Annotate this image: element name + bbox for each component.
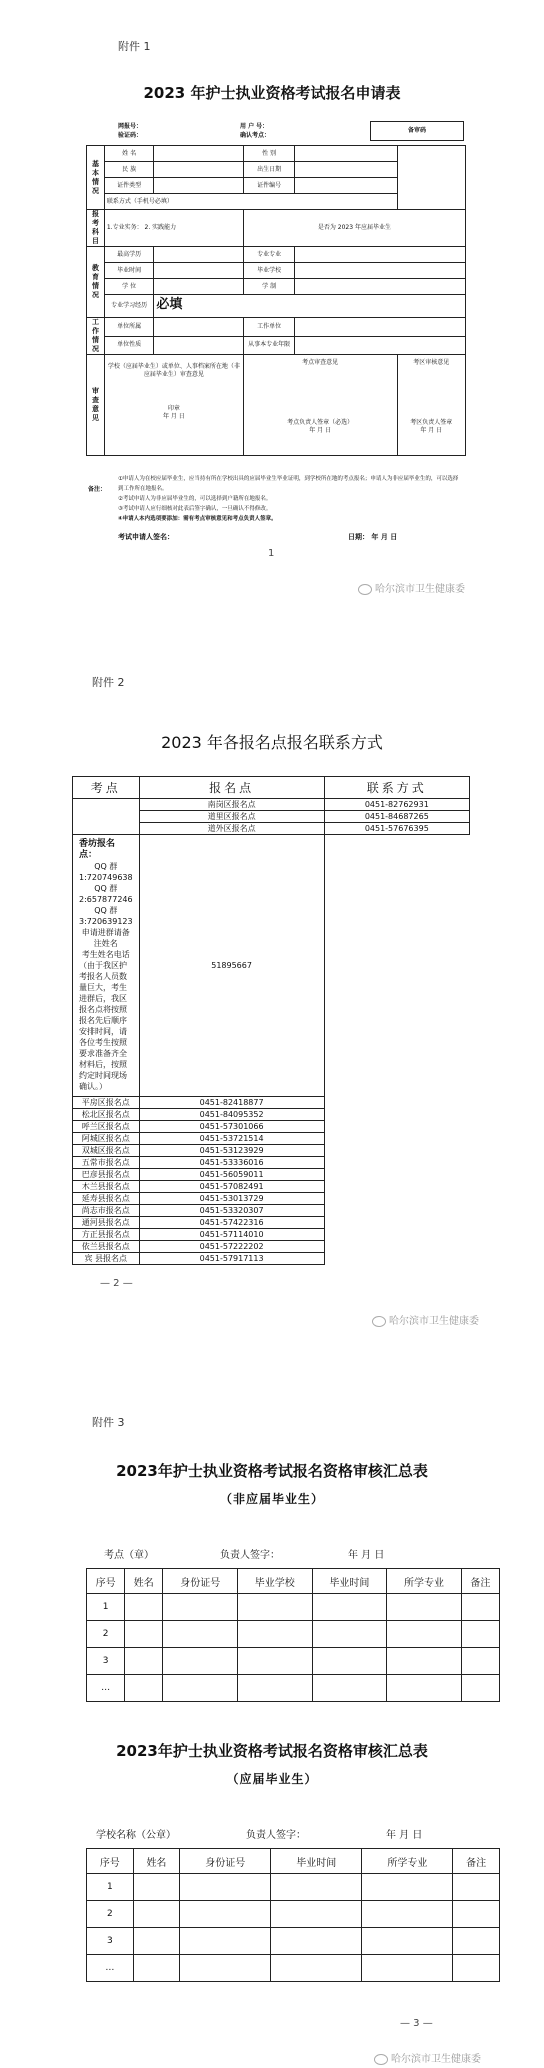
wechat-icon [358,584,372,595]
summary-col-header: 备注 [453,1849,500,1874]
row-number: … [87,1955,134,1982]
table-cell[interactable] [312,1621,387,1648]
signup-point-phone: 0451-57422316 [139,1217,324,1229]
note-2: ②考试申请人为非应届毕业生的，可以选择到户籍所在地报名。 [118,496,272,502]
table-cell[interactable] [125,1648,163,1675]
summary-col-header: 毕业时间 [271,1849,362,1874]
qq-group-2: QQ 群 2:657877246 [79,884,133,904]
review-point-sign: 考点负责人签章（必选） [287,419,354,426]
col-exam-point: 考点 [73,777,140,799]
attachment-label-3: 附件 3 [92,1416,125,1429]
contact-row [73,1109,470,1121]
name-phone-note: 考生姓名电话 [81,950,130,959]
signup-point-name: 方正县报名点 [73,1229,140,1241]
col-signup-point: 报名点 [139,777,324,799]
table-cell[interactable] [125,1621,163,1648]
work-unit-label: 工作单位 [243,318,295,337]
summary-col-header: 身份证号 [180,1849,271,1874]
table-cell[interactable] [163,1621,238,1648]
xiangfang-title: 香坊报名点： [79,839,116,860]
must-fill-text: 必填 [156,297,183,312]
xiangfang-phone: 51895667 [139,835,324,1097]
review-point-title: 考点审查意见 [302,359,339,366]
org-label-1: 考点（章） [104,1550,154,1561]
qq-group-1: QQ 群 1:720749638 [79,862,133,882]
table-cell[interactable] [180,1955,271,1982]
notes-block [118,474,463,524]
table-cell[interactable] [453,1901,500,1928]
user-no-label: 用 户 号： [240,123,269,130]
birth-label: 出生日期 [243,162,295,178]
table-row [87,1594,500,1621]
table-cell[interactable] [312,1675,387,1702]
table-cell[interactable] [387,1594,462,1621]
table-cell[interactable] [362,1874,453,1901]
summary-col-header: 姓名 [133,1849,180,1874]
table-cell[interactable] [461,1648,499,1675]
signup-point-phone: 0451-53721514 [139,1133,324,1145]
signup-point-name: 通河县报名点 [73,1217,140,1229]
edu-section-label: 教育情况 [87,247,105,318]
row-number: 3 [87,1648,125,1675]
unit-type-label: 单位性质 [104,336,153,355]
table-cell[interactable] [453,1874,500,1901]
signup-point-phone: 0451-57114010 [139,1229,324,1241]
id-no-value[interactable] [295,178,397,194]
name-label: 姓 名 [104,146,153,162]
table-cell[interactable] [163,1648,238,1675]
table-row [87,1648,500,1675]
signup-point-phone: 0451-53123929 [139,1145,324,1157]
table-row [87,1621,500,1648]
table-cell[interactable] [312,1648,387,1675]
contact-table [72,776,470,1265]
subject-section-label: 报考科目 [87,210,105,247]
summary-col-header: 毕业时间 [312,1569,387,1594]
photo-box [397,146,465,210]
gender-label: 性 别 [243,146,295,162]
review-district-sign: 考区负责人签章 [410,419,453,426]
sign-label-2: 负责人签字： [246,1830,306,1841]
table-cell[interactable] [238,1648,313,1675]
contact-row [73,1181,470,1193]
review-point-cell [243,355,397,456]
table-row [87,1955,500,1982]
signup-point-name: 木兰县报名点 [73,1181,140,1193]
page-title: 2023 年护士执业资格考试报名申请表 [143,84,401,102]
signup-point-name: 阿城区报名点 [73,1133,140,1145]
review-section-label: 审查意见 [87,355,105,456]
signup-point-name: 双城区报名点 [73,1145,140,1157]
watermark-text: 哈尔滨市卫生健康委 [391,2054,481,2065]
applicant-date-label: 日期： 年 月 日 [348,533,398,541]
signup-point-name: 宾 县报名点 [73,1253,140,1265]
table-cell[interactable] [180,1901,271,1928]
table-cell[interactable] [238,1675,313,1702]
table-cell[interactable] [163,1594,238,1621]
gender-value[interactable] [295,146,397,162]
row-number: 2 [87,1901,134,1928]
table-cell[interactable] [271,1955,362,1982]
note-3: ③考试申请人应行细核对此表后签字确认，一旦确认不得修改。 [118,506,272,512]
exam-point-cell [73,799,140,835]
signup-point-phone: 0451-53336016 [139,1157,324,1169]
review-seal: 印章 [167,405,180,412]
exam-no-label: 网报号： [118,123,143,130]
contact-row [73,1217,470,1229]
row-number: … [87,1675,125,1702]
table-cell[interactable] [271,1901,362,1928]
notes-label: 备注： [88,486,107,493]
signup-point-phone: 0451-57676395 [324,823,469,835]
review-school-date: 年 月 日 [162,413,185,420]
ethnic-value[interactable] [154,162,243,178]
table-cell[interactable] [362,1955,453,1982]
major-label: 专业专业 [243,247,295,263]
summary-col-header: 所学专业 [387,1569,462,1594]
summary-col-header: 毕业学校 [238,1569,313,1594]
summary-header-1 [0,1546,544,1560]
contact-row [73,1145,470,1157]
degree-label: 学 位 [104,279,153,295]
table-cell[interactable] [453,1928,500,1955]
table-cell[interactable] [238,1621,313,1648]
signup-point-name: 呼兰区报名点 [73,1121,140,1133]
table-cell[interactable] [133,1955,180,1982]
table-cell[interactable] [271,1928,362,1955]
summary-col-header: 所学专业 [362,1849,453,1874]
summary-col-header: 序号 [87,1849,134,1874]
row-number: 1 [87,1594,125,1621]
ethnic-label: 民 族 [104,162,153,178]
id-type-value[interactable] [154,178,243,194]
table-cell[interactable] [387,1675,462,1702]
edu-level-label: 最高学历 [104,247,153,263]
table-cell[interactable] [180,1928,271,1955]
table-cell[interactable] [133,1901,180,1928]
review-district-cell [397,355,465,456]
table-cell[interactable] [133,1928,180,1955]
summary-col-header: 序号 [87,1569,125,1594]
id-no-label: 证件编号 [243,178,295,194]
table-row [87,1675,500,1702]
application-form-table [86,145,466,456]
table-cell[interactable] [362,1901,453,1928]
org-label-2: 学校名称（公章） [96,1830,176,1841]
table-cell[interactable] [387,1621,462,1648]
signup-point-phone: 0451-84687265 [324,811,469,823]
signup-point-phone: 0451-82762931 [324,799,469,811]
signup-point-name: 延寿县报名点 [73,1193,140,1205]
watermark [358,580,465,595]
fresh-grad-text: 是否为 2023 年应届毕业生 [243,210,465,247]
signup-point-name: 道里区报名点 [139,811,324,823]
duration-label: 学 制 [243,279,295,295]
table-cell[interactable] [163,1675,238,1702]
review-school-text: 学校（应届毕业生）或单位、人事档案所在地（非应届毕业生）审查意见 [107,363,240,378]
date-label-1: 年 月 日 [348,1550,385,1561]
watermark-2 [372,1312,479,1327]
signup-point-phone: 0451-53320307 [139,1205,324,1217]
table-cell[interactable] [362,1928,453,1955]
table-cell[interactable] [461,1594,499,1621]
unit-belong-label: 单位所属 [104,318,153,337]
summary-table-2 [86,1848,500,1982]
watermark-3 [374,2050,481,2065]
note-4: ④申请人本内选项要添加：需有考点审核意见和考点负责人签章。 [118,516,277,522]
summary-subtitle-2: （应届毕业生） [226,1772,318,1786]
study-exp-label: 专业学习经历 [104,295,153,318]
signup-point-name: 道外区报名点 [139,823,324,835]
summary-subtitle-1: （非应届毕业生） [219,1492,324,1506]
grad-time-label: 毕业时间 [104,263,153,279]
table-row [87,1928,500,1955]
row-number: 1 [87,1874,134,1901]
signup-point-phone: 0451-82418877 [139,1097,324,1109]
table-cell[interactable] [453,1955,500,1982]
row-number: 2 [87,1621,125,1648]
contact-row [73,1205,470,1217]
signup-point-phone: 0451-53013729 [139,1193,324,1205]
table-row [87,1901,500,1928]
review-school-cell [104,355,243,456]
contact-row [73,1157,470,1169]
basic-section-label: 基本情况 [87,146,105,210]
contact-row [73,1229,470,1241]
signup-point-phone: 0451-57082491 [139,1181,324,1193]
work-section-label: 工作情况 [87,318,105,355]
summary-header-2 [0,1826,544,1840]
subject-text: 1.专业实务： 2. 实践能力 [104,210,243,247]
table-cell[interactable] [387,1648,462,1675]
verify-code-label: 验证码： [118,132,143,139]
table-cell[interactable] [312,1594,387,1621]
signup-point-name: 松北区报名点 [73,1109,140,1121]
contact-label: 联系方式（手机号必填） [104,194,397,210]
page-number: 1 [268,548,275,559]
watermark-text: 哈尔滨市卫生健康委 [389,1316,479,1327]
col-contact: 联系方式 [324,777,469,799]
contact-row [73,1133,470,1145]
xiangfang-cell [73,835,140,1097]
signup-point-phone: 0451-84095352 [139,1109,324,1121]
table-cell[interactable] [271,1874,362,1901]
attachment-label: 附件 1 [118,40,151,53]
summary-table-1 [86,1568,500,1702]
wechat-icon [374,2054,388,2065]
confirm-point-label: 确认考点： [240,132,271,139]
table-cell[interactable] [461,1621,499,1648]
table-row [87,1874,500,1901]
page-number-2: — 2 — [100,1278,133,1289]
note-1: ①申请人为在校应届毕业生，应当持有所在学校出具的应届毕业生毕业证明，到学校所在地的考点报名；申请人为非应届毕业生的，可以选择到工作所在地报名。 [118,476,459,492]
summary-title-2: 2023年护士执业资格考试报名资格审核汇总表 [116,1742,428,1760]
watermark-text: 哈尔滨市卫生健康委 [375,584,465,595]
applicant-sign-label: 考试申请人签名： [118,533,174,541]
signup-point-phone: 0451-57222202 [139,1241,324,1253]
signup-point-name: 五常市报名点 [73,1157,140,1169]
contact-row [73,1097,470,1109]
signup-point-phone: 0451-57917113 [139,1253,324,1265]
id-type-label: 证件类型 [104,178,153,194]
table-cell[interactable] [125,1675,163,1702]
summary-col-header: 身份证号 [163,1569,238,1594]
page-number-3: — 3 — [400,2018,433,2029]
contact-row [73,1193,470,1205]
table-cell[interactable] [133,1874,180,1901]
signup-point-name: 南岗区报名点 [139,799,324,811]
signup-point-name: 依兰县报名点 [73,1241,140,1253]
qq-group-3: QQ 群 3:720639123 [79,906,133,926]
wechat-icon [372,1316,386,1327]
table-cell[interactable] [461,1675,499,1702]
birth-value[interactable] [295,162,397,178]
signup-point-name: 尚志市报名点 [73,1205,140,1217]
signup-point-name: 平房区报名点 [73,1097,140,1109]
signup-point-name: 巴彦县报名点 [73,1169,140,1181]
row-number: 3 [87,1928,134,1955]
contact-row [73,1241,470,1253]
summary-col-header: 姓名 [125,1569,163,1594]
signup-point-phone: 0451-56059011 [139,1169,324,1181]
table-cell[interactable] [125,1594,163,1621]
contact-row [73,1121,470,1133]
date-label-2: 年 月 日 [386,1830,423,1841]
grad-school-label: 毕业学校 [243,263,295,279]
review-district-title: 考区审核意见 [413,359,450,366]
summary-col-header: 备注 [461,1569,499,1594]
review-point-date: 年 月 日 [309,427,332,434]
contact-row [73,799,470,811]
work-years-label: 从事本专业年限 [243,336,295,355]
apply-note: 申请进群请备注姓名 [81,928,130,948]
summary-title-1: 2023年护士执业资格考试报名资格审核汇总表 [116,1462,428,1480]
xiangfang-explain: （由于我区护考报名人员数量巨大，考生进群后，我区报名点将按照报名先后顺序安排时间，请各位考生按照要求准备齐全材料后，按照约定时间现场确认。） [79,961,127,1091]
attachment-label-2: 附件 2 [92,676,125,689]
note-code-box: 备审码 [370,121,464,141]
top-fields-mid [240,122,270,140]
page-title-2: 2023 年各报名点报名联系方式 [161,733,383,752]
table-cell[interactable] [238,1594,313,1621]
review-district-date: 年 月 日 [420,427,443,434]
name-value[interactable] [154,146,243,162]
sign-label-1: 负责人签字： [220,1550,280,1561]
contact-row [73,1253,470,1265]
table-cell[interactable] [180,1874,271,1901]
signup-point-phone: 0451-57301066 [139,1121,324,1133]
top-fields-left [118,122,142,140]
contact-row [73,1169,470,1181]
